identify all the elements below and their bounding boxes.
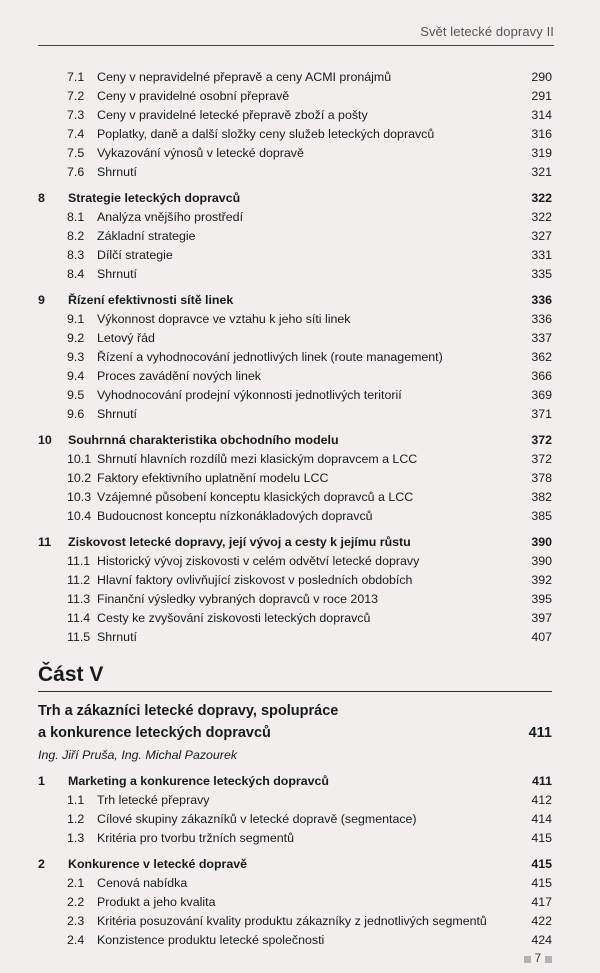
toc-section-entry — [38, 246, 552, 265]
toc-section-entry — [38, 87, 552, 106]
entry-title: Vyhodnocování prodejní výkonnosti jednotlivých teritorií — [97, 388, 402, 402]
entry-title: Analýza vnějšího prostředí — [97, 210, 244, 224]
part-title-line-1 — [38, 700, 552, 722]
entry-title: Budoucnost konceptu nízkonákladových dopravců — [97, 509, 373, 523]
entry-page: 392 — [531, 573, 552, 587]
entry-number: 1.2 — [67, 812, 85, 826]
entry-title: Základní strategie — [97, 229, 196, 243]
entry-page: 422 — [531, 914, 552, 928]
entry-page: 322 — [531, 210, 552, 224]
entry-page: 415 — [531, 831, 552, 845]
entry-page: 337 — [531, 331, 552, 345]
entry-number: 11.4 — [67, 611, 91, 625]
entry-number: 1.3 — [67, 831, 85, 845]
entry-number: 8.3 — [67, 248, 85, 262]
entry-number: 7.1 — [67, 70, 85, 84]
entry-title: Faktory efektivního uplatnění modelu LCC — [97, 471, 329, 485]
toc-bottom-list — [38, 772, 552, 950]
entry-title: Historický vývoj ziskovosti v celém odvětví letecké dopravy — [97, 554, 420, 568]
entry-number: 9.2 — [67, 331, 85, 345]
entry-title: Letový řád — [97, 331, 155, 345]
entry-number: 11.2 — [67, 573, 91, 587]
toc-section-entry — [38, 68, 552, 87]
toc-top-list — [38, 68, 552, 647]
toc-chapter-entry — [38, 772, 552, 791]
toc-chapter-entry — [38, 431, 552, 450]
entry-number: 2.1 — [67, 876, 85, 890]
entry-title: Souhrnná charakteristika obchodního modelu — [68, 433, 339, 447]
entry-page: 316 — [531, 127, 552, 141]
entry-page: 362 — [531, 350, 552, 364]
toc-section-entry — [38, 791, 552, 810]
page-number: 7 — [534, 953, 541, 965]
part-rule — [38, 691, 552, 692]
entry-page: 411 — [532, 774, 552, 788]
entry-title: Kritéria pro tvorbu tržních segmentů — [97, 831, 294, 845]
entry-number: 10.4 — [67, 509, 92, 523]
toc-chapter-entry — [38, 291, 552, 310]
entry-title: Výkonnost dopravce ve vztahu k jeho síti linek — [97, 312, 351, 326]
toc-section-entry — [38, 571, 552, 590]
entry-title: Finanční výsledky vybraných dopravců v roce 2013 — [97, 592, 378, 606]
entry-page: 336 — [531, 293, 552, 307]
footer-square-icon — [545, 956, 552, 963]
entry-page: 290 — [531, 70, 552, 84]
toc-section-entry — [38, 125, 552, 144]
part-page-number: 411 — [528, 725, 552, 741]
entry-page: 336 — [531, 312, 552, 326]
entry-title: Konzistence produktu letecké společnosti — [97, 933, 325, 947]
entry-title: Produkt a jeho kvalita — [97, 895, 216, 909]
entry-title: Shrnutí — [97, 630, 137, 644]
entry-page: 417 — [531, 895, 552, 909]
entry-page: 412 — [531, 793, 552, 807]
entry-page: 390 — [531, 535, 552, 549]
toc-section-entry — [38, 469, 552, 488]
part-title-text-1: Trh a zákazníci letecké dopravy, spolupráce — [38, 703, 339, 719]
entry-page: 322 — [531, 191, 552, 205]
toc-section-entry — [38, 163, 552, 182]
toc-section-entry — [38, 552, 552, 571]
toc-section-entry — [38, 829, 552, 848]
entry-page: 395 — [531, 592, 552, 606]
entry-page: 331 — [531, 248, 552, 262]
entry-number: 8 — [38, 191, 45, 205]
toc-section-entry — [38, 912, 552, 931]
entry-page: 390 — [531, 554, 552, 568]
entry-number: 8.1 — [67, 210, 85, 224]
entry-number: 2.3 — [67, 914, 85, 928]
entry-number: 10 — [38, 433, 52, 447]
entry-number: 9.5 — [67, 388, 85, 402]
toc-section-entry — [38, 144, 552, 163]
entry-page: 372 — [531, 433, 552, 447]
entry-page: 327 — [531, 229, 552, 243]
part-title-line-2 — [38, 722, 552, 744]
entry-number: 9.1 — [67, 312, 85, 326]
entry-number: 9 — [38, 293, 45, 307]
entry-page: 378 — [531, 471, 552, 485]
entry-page: 407 — [531, 630, 552, 644]
entry-title: Vzájemné působení konceptu klasických dopravců a LCC — [97, 490, 414, 504]
toc-section-entry — [38, 628, 552, 647]
entry-title: Ceny v nepravidelné přepravě a ceny ACMI pronájmů — [97, 70, 392, 84]
toc-section-entry — [38, 367, 552, 386]
entry-number: 9.4 — [67, 369, 85, 383]
entry-page: 291 — [531, 89, 552, 103]
entry-page: 424 — [531, 933, 552, 947]
part-heading: Část V — [38, 663, 104, 686]
entry-title: Cenová nabídka — [97, 876, 188, 890]
entry-number: 2 — [38, 857, 45, 871]
toc-section-entry — [38, 265, 552, 284]
entry-page: 366 — [531, 369, 552, 383]
entry-title: Cílové skupiny zákazníků v letecké dopravě (segmentace) — [97, 812, 417, 826]
part-title-text-2: a konkurence leteckých dopravců — [38, 725, 271, 741]
entry-page: 397 — [531, 611, 552, 625]
toc-section-entry — [38, 507, 552, 526]
entry-title: Shrnutí — [97, 165, 137, 179]
toc-section-entry — [38, 931, 552, 950]
entry-page: 385 — [531, 509, 552, 523]
entry-title: Shrnutí — [97, 407, 137, 421]
entry-number: 10.1 — [67, 452, 92, 466]
entry-page: 414 — [531, 812, 552, 826]
entry-page: 371 — [531, 407, 552, 421]
toc-section-entry — [38, 310, 552, 329]
entry-title: Marketing a konkurence leteckých dopravců — [68, 774, 329, 788]
toc-chapter-entry — [38, 855, 552, 874]
entry-title: Trh letecké přepravy — [97, 793, 210, 807]
entry-title: Řízení a vyhodnocování jednotlivých linek (route management) — [97, 350, 443, 364]
part-authors: Ing. Jiří Pruša, Ing. Michal Pazourek — [38, 748, 238, 762]
table-of-contents — [38, 68, 552, 950]
entry-number: 11.1 — [67, 554, 91, 568]
entry-page: 415 — [531, 857, 552, 871]
toc-section-entry — [38, 450, 552, 469]
toc-section-entry — [38, 810, 552, 829]
entry-number: 7.3 — [67, 108, 85, 122]
entry-number: 8.2 — [67, 229, 85, 243]
entry-title: Dílčí strategie — [97, 248, 173, 262]
running-head: Svět letecké dopravy II — [420, 24, 554, 39]
entry-number: 1 — [38, 774, 45, 788]
entry-title: Ceny v pravidelné letecké přepravě zboží a pošty — [97, 108, 368, 122]
entry-page: 321 — [531, 165, 552, 179]
entry-title: Konkurence v letecké dopravě — [68, 857, 248, 871]
entry-number: 7.4 — [67, 127, 85, 141]
toc-section-entry — [38, 893, 552, 912]
toc-section-entry — [38, 874, 552, 893]
entry-page: 335 — [531, 267, 552, 281]
entry-number: 2.4 — [67, 933, 85, 947]
entry-number: 8.4 — [67, 267, 85, 281]
entry-title: Ziskovost letecké dopravy, její vývoj a cesty k jejímu růstu — [68, 535, 411, 549]
toc-section-entry — [38, 386, 552, 405]
entry-page: 319 — [531, 146, 552, 160]
toc-section-entry — [38, 208, 552, 227]
entry-title: Ceny v pravidelné osobní přepravě — [97, 89, 290, 103]
entry-page: 415 — [531, 876, 552, 890]
entry-number: 1.1 — [67, 793, 85, 807]
entry-title: Cesty ke zvyšování ziskovosti leteckých dopravců — [97, 611, 371, 625]
header-rule — [38, 45, 554, 46]
entry-page: 382 — [531, 490, 552, 504]
entry-number: 2.2 — [67, 895, 85, 909]
entry-title: Řízení efektivnosti sítě linek — [68, 293, 234, 307]
entry-page: 372 — [531, 452, 552, 466]
toc-section-entry — [38, 405, 552, 424]
toc-chapter-entry — [38, 189, 552, 208]
entry-number: 7.2 — [67, 89, 85, 103]
footer-square-icon — [524, 956, 531, 963]
toc-chapter-entry — [38, 533, 552, 552]
entry-title: Vykazování výnosů v letecké dopravě — [97, 146, 304, 160]
entry-title: Poplatky, daně a další složky ceny služeb leteckých dopravců — [97, 127, 435, 141]
entry-number: 9.6 — [67, 407, 85, 421]
toc-section-entry — [38, 106, 552, 125]
page-footer — [524, 953, 552, 965]
entry-title: Hlavní faktory ovlivňující ziskovost v posledních obdobích — [97, 573, 413, 587]
toc-section-entry — [38, 329, 552, 348]
entry-title: Strategie leteckých dopravců — [68, 191, 241, 205]
entry-number: 11 — [38, 535, 52, 549]
entry-number: 10.3 — [67, 490, 92, 504]
toc-section-entry — [38, 348, 552, 367]
entry-number: 10.2 — [67, 471, 92, 485]
entry-title: Kritéria posuzování kvality produktu zákazníky z jednotlivých segmentů — [97, 914, 487, 928]
entry-page: 314 — [531, 108, 552, 122]
toc-section-entry — [38, 609, 552, 628]
entry-title: Shrnutí hlavních rozdílů mezi klasickým dopravcem a LCC — [97, 452, 418, 466]
entry-number: 11.3 — [67, 592, 91, 606]
toc-section-entry — [38, 488, 552, 507]
toc-section-entry — [38, 590, 552, 609]
entry-number: 7.6 — [67, 165, 85, 179]
entry-title: Shrnutí — [97, 267, 137, 281]
toc-section-entry — [38, 227, 552, 246]
entry-title: Proces zavádění nových linek — [97, 369, 261, 383]
entry-page: 369 — [531, 388, 552, 402]
entry-number: 9.3 — [67, 350, 85, 364]
entry-number: 7.5 — [67, 146, 85, 160]
entry-number: 11.5 — [67, 630, 91, 644]
